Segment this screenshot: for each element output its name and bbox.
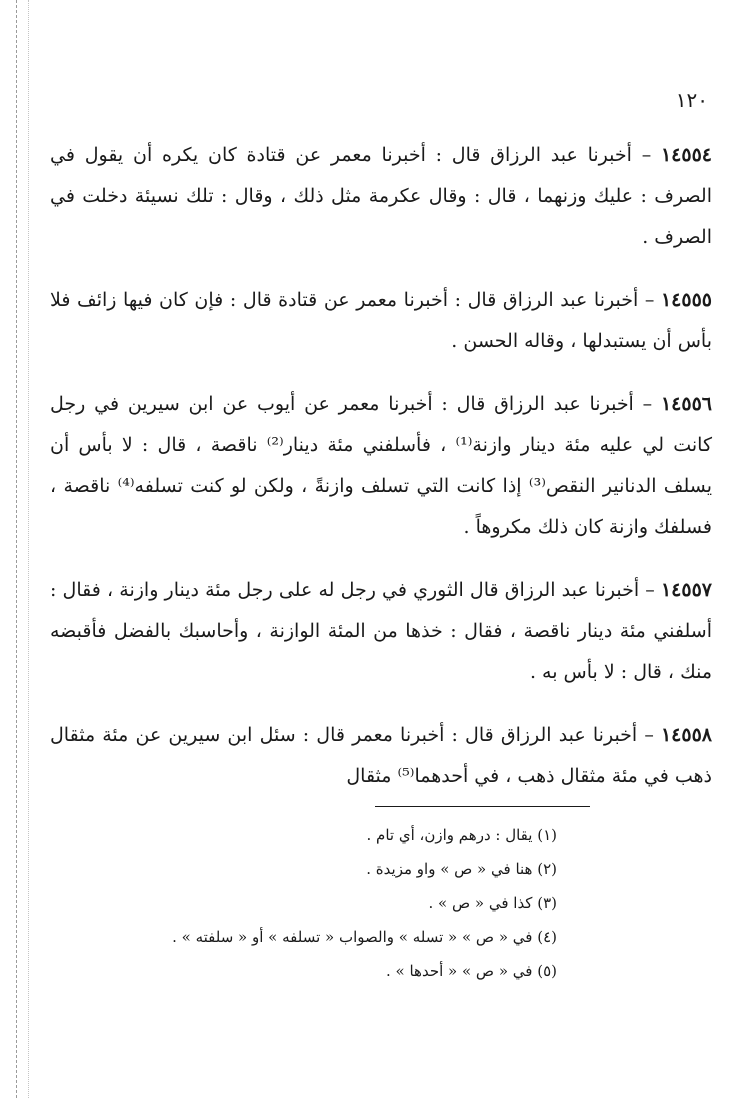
hadith-number: ١٤٥٥٦ — [660, 393, 712, 415]
hadith-paragraph-14557 — [50, 570, 712, 693]
hadith-number: ١٤٥٥٨ — [660, 724, 712, 746]
footnotes — [50, 818, 557, 988]
hadith-number: ١٤٥٥٤ — [660, 144, 712, 166]
hadith-text: – أخبرنا عبد الرزاق قال الثوري في رجل له على رجل مئة دينار وازنة ، فقال : أسلفني مئة دينار ناقصة ، فقال : خذها من المئة الوازنة ، وأحاسبك بالفضل فأقبضه منك ، قال : لا بأس به . — [50, 579, 712, 683]
main-text — [50, 135, 712, 819]
hadith-text: – أخبرنا عبد الرزاق قال : أخبرنا معمر عن أيوب عن ابن سيرين في رجل كانت لي عليه مئة دينار وازنة⁽¹⁾ ، فأسلفني مئة دينار⁽²⁾ ناقصة ، قال : لا بأس أن يسلف الدنانير النقص⁽³⁾ إذا كانت التي تسلف وازنةً ، ولكن لو كنت تسلفه⁽⁴⁾ ناقصة ، فسلفك وازنة كان ذلك مكروهاً . — [50, 393, 712, 538]
hadith-text: – أخبرنا عبد الرزاق قال : أخبرنا معمر قال : سئل ابن سيرين عن مئة مثقال ذهب في مئة مثقال ذهب ، في أحدهما⁽⁵⁾ مثقال — [50, 724, 712, 787]
hadith-paragraph-14556 — [50, 384, 712, 548]
hadith-paragraph-14558 — [50, 715, 712, 797]
footnote-4: (٤) في « ص » « تسله » والصواب « تسلفه » أو « سلفته » . — [172, 928, 557, 946]
page-margin-line — [16, 0, 17, 1098]
footnote-1: (١) يقال : درهم وازن، أي تام . — [366, 826, 557, 844]
page-number: ١٢٠ — [675, 88, 708, 112]
hadith-text: – أخبرنا عبد الرزاق قال : أخبرنا معمر عن قتادة قال : فإن كان فيها زائف فلا بأس أن يستبدلها ، وقاله الحسن . — [50, 289, 712, 352]
footnote-3: (٣) كذا في « ص » . — [428, 894, 557, 912]
hadith-number: ١٤٥٥٥ — [660, 289, 712, 311]
hadith-paragraph-14555 — [50, 280, 712, 362]
hadith-text: – أخبرنا عبد الرزاق قال : أخبرنا معمر عن قتادة كان يكره أن يقول في الصرف : عليك وزنهما ، قال : وقال عكرمة مثل ذلك ، وقال : تلك نسيئة دخلت في الصرف . — [50, 144, 712, 248]
page-margin-line-inner — [28, 0, 29, 1098]
hadith-paragraph-14554 — [50, 135, 712, 258]
footnote-2: (٢) هنا في « ص » واو مزيدة . — [366, 860, 557, 878]
hadith-number: ١٤٥٥٧ — [660, 579, 712, 601]
footnote-5: (٥) في « ص » « أحدها » . — [386, 962, 557, 980]
footnote-separator — [375, 806, 590, 807]
